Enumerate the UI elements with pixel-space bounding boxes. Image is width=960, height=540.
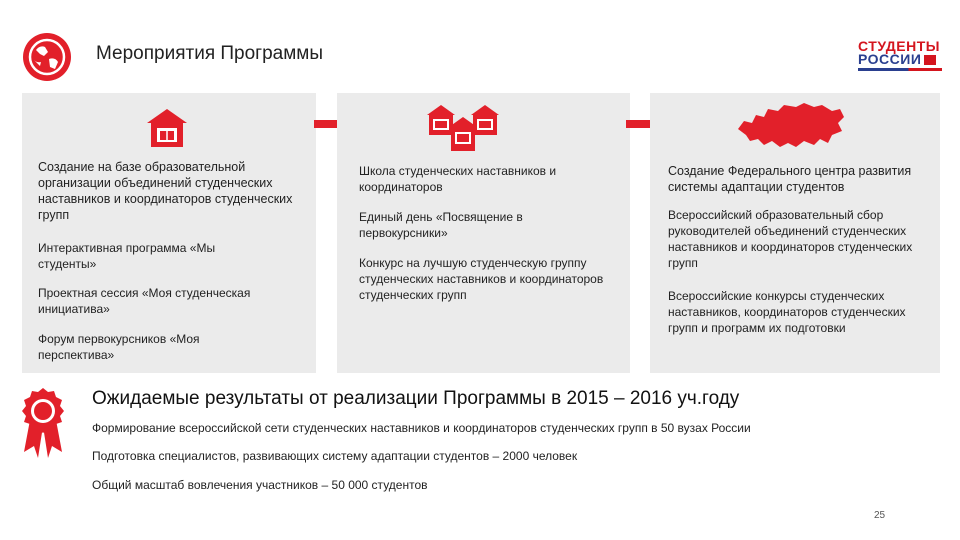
houses-icon: [425, 101, 501, 153]
results-title: Ожидаемые результаты от реализации Программы в 2015 – 2016 уч.году: [92, 388, 740, 409]
page-number: 25: [874, 510, 886, 521]
result-item: Общий масштаб вовлечения участников – 50 000 студентов: [92, 478, 428, 492]
panel-item: Конкурс на лучшую студенческую группу студенческих наставников и координаторов студенческих групп: [359, 256, 604, 302]
panel-item: Единый день «Посвящение в первокурсники»: [359, 210, 523, 240]
result-item: Подготовка специалистов, развивающих систему адаптации студентов – 2000 человек: [92, 449, 578, 463]
result-item: Формирование всероссийской сети студенческих наставников и координаторов студенческих групп в 50 вузах России: [92, 421, 751, 435]
panel-item: Проектная сессия «Моя студенческая инициатива»: [38, 286, 251, 316]
logo: [858, 40, 942, 71]
panel-heading: Создание на базе образовательной организации объединений студенческих наставников и координаторов студенческих групп: [38, 160, 293, 222]
globe-icon: [22, 32, 72, 82]
logo-line2-wrap: [858, 53, 942, 66]
house-icon: [145, 107, 189, 147]
panel-school: [337, 93, 630, 373]
logo-strip: [858, 68, 942, 71]
logo-line2: РОССИИ: [858, 51, 922, 67]
page-title: Мероприятия Программы: [96, 43, 324, 64]
panel-heading: Создание Федерального центра развития системы адаптации студентов: [668, 164, 912, 194]
panel-federal-center: [650, 93, 940, 373]
russia-map-icon: [734, 99, 846, 155]
flag-icon: [924, 55, 936, 65]
panel-university: [22, 93, 316, 373]
panel-item: Всероссийский образовательный сбор руководителей объединений студенческих наставников и координаторов студенческих групп: [668, 208, 913, 270]
award-ribbon-icon: [20, 386, 66, 462]
panel-item: Форум первокурсников «Моя перспектива»: [38, 332, 200, 362]
panel-item: Всероссийские конкурсы студенческих наставников, координаторов студенческих групп и программ их подготовки: [668, 289, 906, 335]
logo-line1: СТУДЕНТЫ: [858, 38, 940, 54]
panel-item: Школа студенческих наставников и координаторов: [359, 164, 557, 194]
panel-item: Интерактивная программа «Мы студенты»: [38, 241, 216, 271]
